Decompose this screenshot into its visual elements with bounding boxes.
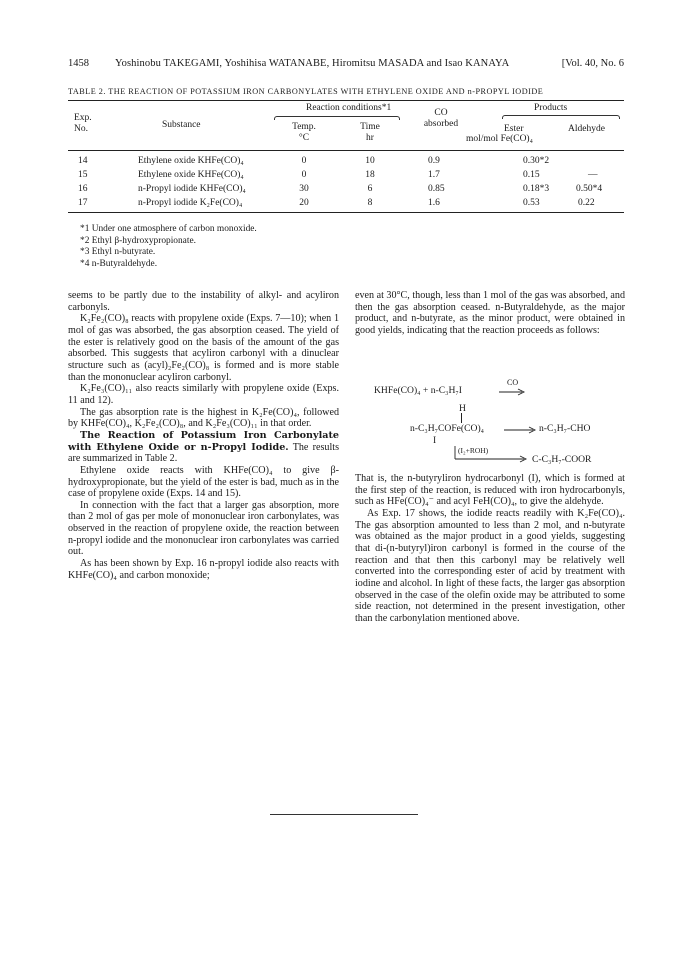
footnote: *4 n-Butyraldehyde. — [80, 258, 158, 269]
cell-temp: 30 — [299, 184, 309, 194]
eq-product-aldehyde: n-C₃H₇-CHO — [539, 423, 591, 434]
footnote: *3 Ethyl n-butyrate. — [80, 247, 156, 258]
col-head-units: mol/mol Fe(CO)₄ — [466, 134, 533, 144]
col-head-co-absorbed: absorbed — [423, 119, 459, 129]
cell-co: 1.7 — [428, 170, 440, 180]
footnote: *2 Ethyl β-hydroxypropionate. — [80, 235, 196, 246]
arrow-icon — [498, 387, 526, 397]
eq-roman-label: I — [433, 435, 437, 446]
col-head-temp: Temp. — [292, 122, 316, 132]
section-heading-tail: The results are summarized in Table 2. — [68, 441, 340, 465]
col-head-no: No. — [74, 124, 88, 134]
col-head-reaction-conditions: Reaction conditions*1 — [306, 103, 392, 113]
col-head-time: Time — [360, 122, 380, 132]
section-heading: The Reaction of Potassium Iron Carbonylate with Ethylene Oxide or n-Propyl Iodide. — [68, 429, 339, 453]
cell-no: 15 — [78, 170, 88, 180]
running-header — [68, 58, 624, 74]
cell-substance: Ethylene oxide KHFe(CO)₄ — [138, 156, 244, 166]
col-head-exp: Exp. — [74, 113, 92, 123]
cell-time: 18 — [365, 170, 375, 180]
col-head-products: Products — [534, 103, 568, 113]
eq-h-label: H — [459, 403, 466, 414]
cell-temp: 20 — [299, 198, 309, 208]
author-line: Yoshinobu TAKEGAMI, Yoshihisa WATANABE, Hiromitsu MASADA and Isao KANAYA — [115, 58, 510, 69]
page-number: 1458 — [68, 58, 89, 69]
cell-aldehyde: 0.50*4 — [576, 184, 603, 194]
paragraph: seems to be partly due to the instability of alkyl- and acyliron carbonyls. — [68, 290, 339, 313]
cell-ester: 0.53 — [523, 198, 540, 208]
eq-line-1: KHFe(CO)₄ + n-C₃H₇I — [374, 385, 462, 396]
cell-aldehyde: — — [588, 170, 598, 180]
paragraph: K₂Fe₃(CO)₁₁ also reacts similarly with propylene oxide (Exps. 11 and 12). — [68, 383, 339, 406]
left-column — [68, 290, 339, 581]
section-paragraph — [68, 430, 339, 465]
cell-co: 0.9 — [428, 156, 440, 166]
eq-co-label: CO — [507, 378, 519, 387]
cell-ester: 0.18*3 — [523, 184, 550, 194]
cell-co: 1.6 — [428, 198, 440, 208]
cell-substance: n-Propyl iodide KHFe(CO)₄ — [138, 184, 246, 194]
end-rule — [270, 814, 418, 815]
right-column-continued — [355, 473, 625, 625]
cell-time: 10 — [365, 156, 375, 166]
cell-aldehyde: 0.22 — [578, 198, 595, 208]
col-head-aldehyde: Aldehyde — [568, 124, 605, 134]
paragraph: As Exp. 17 shows, the iodide reacts readily with K₂Fe(CO)₄. The gas absorption amounted to less than 2 mol, and n-butyrate was obtained as the major product in a good yields, suggesting that di-(n-butyryl)iron carbonyl is formed in the course of the reaction and that then this carbonyl may be relatively well converted into the corresponding ester of acid by treatment with iodine and alcohol. In light of these facts, the larger gas absorption observed in the case of the olefin oxide may be attributed to some side reaction, not determined in the present investigation, other than the carbonylation mentioned above. — [355, 507, 625, 624]
cell-co: 0.85 — [428, 184, 445, 194]
cell-substance: Ethylene oxide KHFe(CO)₄ — [138, 170, 244, 180]
paragraph: In connection with the fact that a larger gas absorption, more than 2 mol of gas per mole of mononuclear iron carbonylates, was observed in the reaction of propylene oxide, the reaction between n-propyl iodide and the mononuclear iron carbonylates was carried out. — [68, 499, 339, 558]
col-head-time-unit: hr — [366, 133, 374, 143]
cell-temp: 0 — [301, 170, 307, 180]
table-header-rule — [68, 150, 624, 151]
col-head-substance: Substance — [162, 120, 201, 130]
table-bottom-rule — [68, 212, 624, 213]
eq-reagent: (I₂+ROH) — [458, 446, 489, 455]
arrow-icon — [503, 425, 537, 435]
cell-no: 16 — [78, 184, 88, 194]
col-head-ester: Ester — [504, 124, 524, 134]
conditions-brace — [274, 116, 400, 120]
eq-product-ester: C-C₃H₇-COOR — [532, 454, 592, 465]
paragraph: As has been shown by Exp. 16 n-propyl iodide also reacts with KHFe(CO)₄ and carbon monoxide; — [68, 558, 339, 581]
paragraph: Ethylene oxide reacts with KHFe(CO)₄ to give β-hydroxypropionate, but the yield of the ester is bad, much as in the case of propylene oxide (Exps. 14 and 15). — [68, 464, 339, 500]
cell-ester: 0.30*2 — [523, 156, 550, 166]
table-top-rule — [68, 100, 624, 101]
col-head-temp-unit: °C — [298, 133, 310, 143]
cell-no: 14 — [78, 156, 88, 166]
results-table — [68, 100, 624, 216]
eq-line-2: n-C₃H₇COFe(CO)₄ — [410, 423, 484, 434]
paragraph: The gas absorption rate is the highest in K₂Fe(CO)₄, followed by KHFe(CO)₄, K₂Fe₂(CO)₈, and K₂Fe₃(CO)₁₁ in that order. — [68, 406, 339, 430]
cell-no: 17 — [78, 198, 88, 208]
table-caption: TABLE 2. THE REACTION OF POTASSIUM IRON CARBONYLATES WITH ETHYLENE OXIDE AND n-PROPYL IODIDE — [68, 87, 544, 96]
cell-time: 6 — [367, 184, 373, 194]
table-footnotes — [80, 224, 257, 270]
volume-info: [Vol. 40, No. 6 — [561, 58, 624, 69]
cell-temp: 0 — [301, 156, 307, 166]
arrow-icon — [454, 445, 529, 465]
paragraph: K₂Fe₂(CO)₈ reacts with propylene oxide (Exps. 7—10); when 1 mol of gas was absorbed, the gas absorption ceased. The yield of the ester is relatively good on the basis of the amount of the gas absorbed. This suggests that acyliron carbonyl with a dinuclear structure such as (acyl)₂Fe₂(CO)₈ is formed and is more stable than the mononuclear acyliron carbonyl. — [68, 313, 339, 383]
right-column — [355, 290, 625, 337]
footnote: *1 Under one atmosphere of carbon monoxide. — [80, 224, 257, 234]
products-brace — [502, 115, 620, 119]
cell-time: 8 — [367, 198, 373, 208]
cell-ester: 0.15 — [523, 170, 540, 180]
cell-substance: n-Propyl iodide K₂Fe(CO)₄ — [138, 198, 243, 208]
col-head-co: CO — [434, 108, 448, 118]
eq-bond — [461, 413, 462, 423]
paragraph: That is, the n-butyryliron hydrocarbonyl (I), which is formed at the first step of the reaction, is reduced with iron hydrocarbonyls, such as HFe(CO)₄⁻ and acyl FeH(CO)₄, to give the aldehyde. — [355, 473, 625, 508]
paragraph: even at 30°C, though, less than 1 mol of the gas was absorbed, and then the gas absorption ceased. n-Butyraldehyde, as the major product, and n-butyrate, as the minor product, were obtained in good yields, indicating that the reaction proceeds as follows: — [355, 290, 625, 336]
